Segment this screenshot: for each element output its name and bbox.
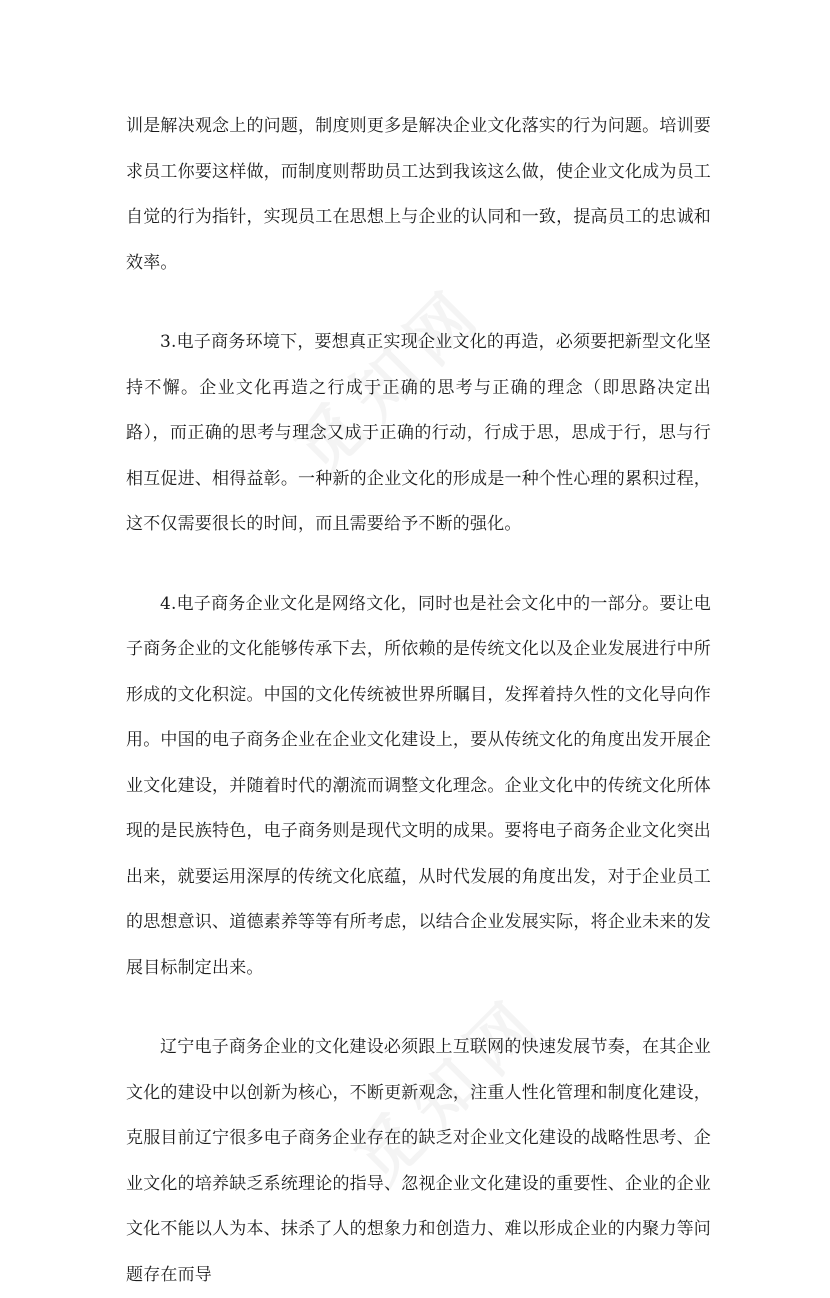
paragraph-point-4: 4.电子商务企业文化是网络文化，同时也是社会文化中的一部分。要让电子商务企业的文化能够传承下去，所依赖的是传统文化以及企业发展进行中所形成的文化积淀。中国的文化传统被世界所瞩目，发挥着持久性的文化导向作用。中国的电子商务企业在企业文化建设上，要从传统文化的角度出发开展企业文化建设，并随着时代的潮流而调整文化理念。企业文化中的传统文化所体现的是民族特色，电子商务则是现代文明的成果。要将电子商务企业文化突出出来，就要运用深厚的传统文化底蕴，从时代发展的角度出发，对于企业员工的思想意识、道德素养等等有所考虑，以结合企业发展实际，将企业未来的发展目标制定出来。 [126, 593, 711, 978]
document-body [126, 104, 711, 1298]
paragraph-liaoning: 辽宁电子商务企业的文化建设必须跟上互联网的快速发展节奏，在其企业文化的建设中以创新为核心，不断更新观念，注重人性化管理和制度化建设，克服目前辽宁很多电子商务企业存在的缺乏对企业文化建设的战略性思考、企业文化的培养缺乏系统理论的指导、忽视企业文化建设的重要性、企业的企业文化不能以人为本、抹杀了人的想象力和创造力、难以形成企业的内聚力等问题存在而导 [126, 1037, 711, 1285]
paragraph-point-3: 3.电子商务环境下，要想真正实现企业文化的再造，必须要把新型文化坚持不懈。企业文化再造之行成于正确的思考与正确的理念（即思路决定出路），而正确的思考与理念又成于正确的行动，行成于思，思成于行，思与行相互促进、相得益彰。一种新的企业文化的形成是一种个性心理的累积过程，这不仅需要很长的时间，而且需要给予不断的强化。 [126, 332, 711, 534]
paragraph-continued: 训是解决观念上的问题，制度则更多是解决企业文化落实的行为问题。培训要求员工你要这样做，而制度则帮助员工达到我该这么做，使企业文化成为员工自觉的行为指针，实现员工在思想上与企业的认同和一致，提高员工的忠诚和效率。 [126, 116, 711, 273]
